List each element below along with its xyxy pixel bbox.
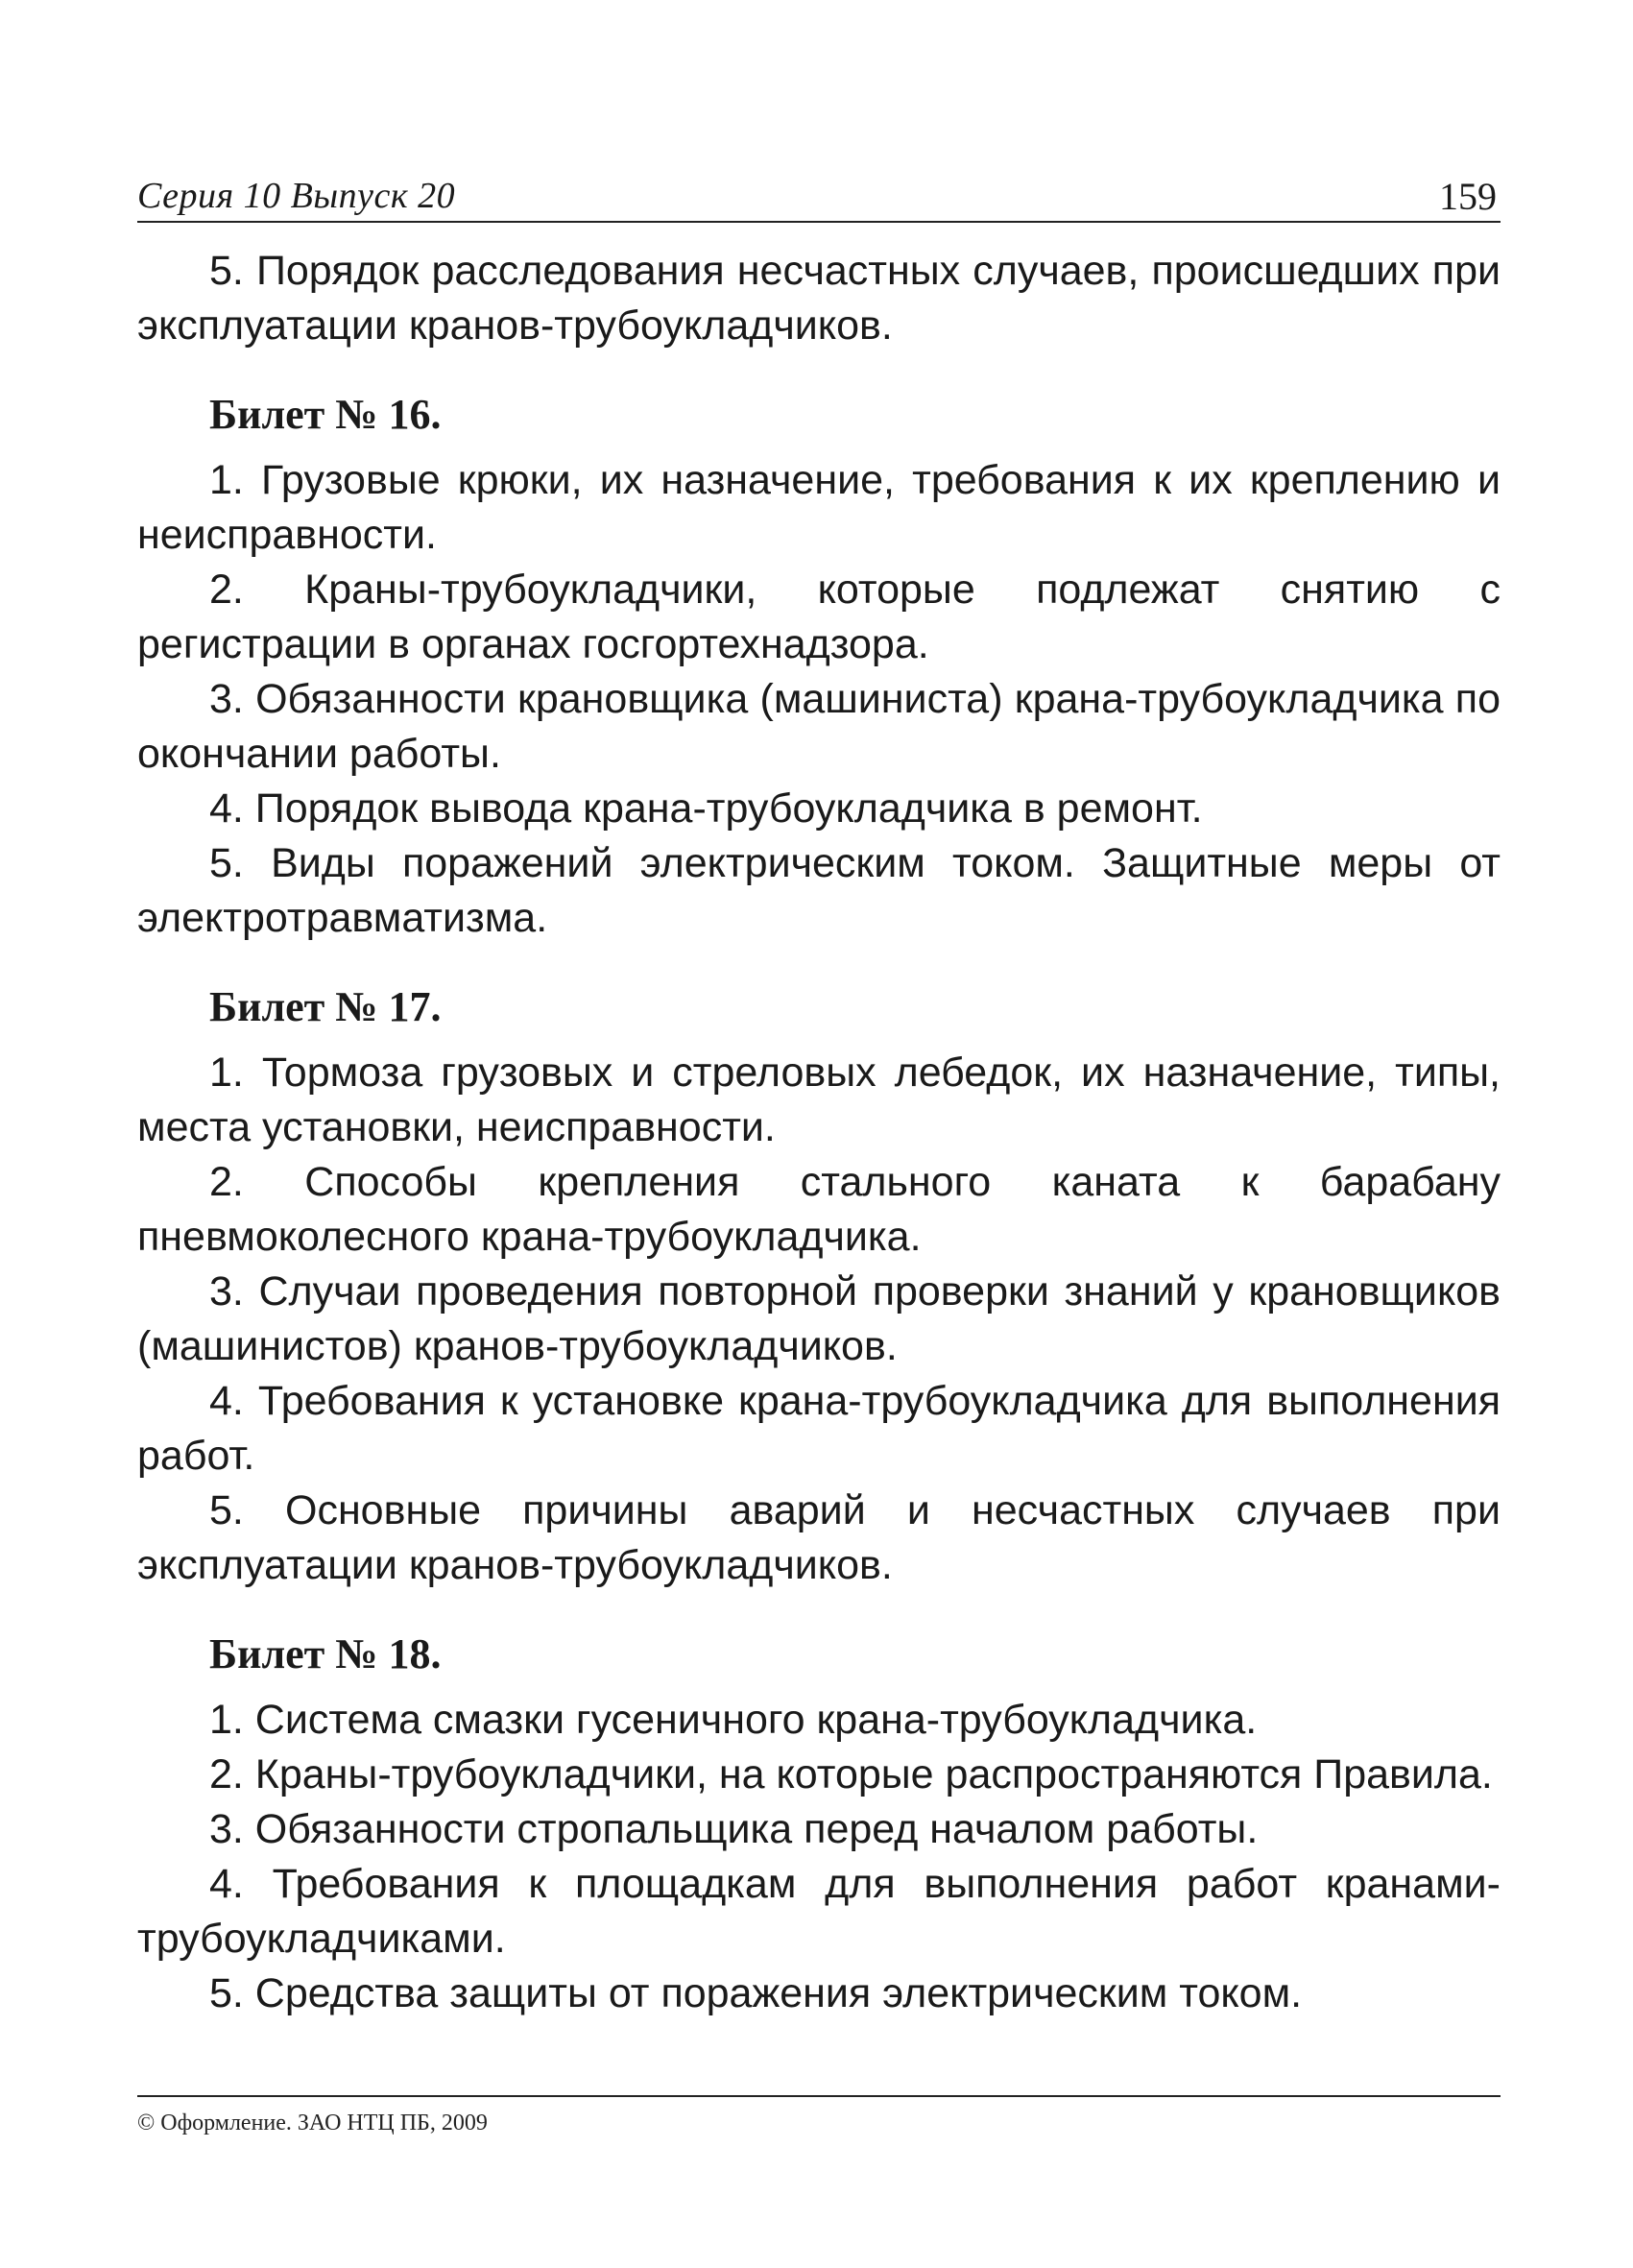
ticket-18	[137, 1626, 1501, 2021]
page-body	[137, 244, 1501, 2021]
ticket-title: Билет № 18.	[209, 1630, 442, 1677]
question-item: 1. Система смазки гусеничного крана-трубоукладчика.	[209, 1697, 1258, 1743]
copyright-notice: © Оформление. ЗАО НТЦ ПБ, 2009	[137, 2111, 488, 2135]
question-item: 5. Средства защиты от поражения электрическим током.	[209, 1970, 1303, 2016]
question-item: 4. Требования к площадкам для выполнения работ кранами-трубоукладчиками.	[137, 1861, 1501, 1962]
ticket-17	[137, 978, 1501, 1593]
question-item: 2. Краны-трубоукладчики, на которые распространяются Правила.	[209, 1751, 1493, 1798]
question-item: 1. Тормоза грузовых и стреловых лебедок, их назначение, типы, места установки, неисправности.	[137, 1050, 1501, 1150]
page-number: 159	[1439, 175, 1497, 218]
question-item: 1. Грузовые крюки, их назначение, требования к их креплению и неисправности.	[137, 457, 1501, 558]
question-item: 3. Обязанности стропальщика перед началом работы.	[209, 1806, 1259, 1852]
question-item: 3. Случаи проведения повторной проверки знаний у крановщиков (машинистов) кранов-трубоукладчиков.	[137, 1268, 1501, 1369]
question-item: 5. Основные причины аварий и несчастных случаев при эксплуатации кранов-трубоукладчиков.	[137, 1487, 1501, 1588]
question-item: 3. Обязанности крановщика (машиниста) крана-трубоукладчика по окончании работы.	[137, 676, 1501, 777]
series-title: Серия 10 Выпуск 20	[137, 176, 456, 216]
question-item: 5. Виды поражений электрическим током. Защитные меры от электротравматизма.	[137, 840, 1501, 941]
question-item: 4. Требования к установке крана-трубоукладчика для выполнения работ.	[137, 1378, 1501, 1479]
running-header	[137, 161, 1501, 223]
question-item: 4. Порядок вывода крана-трубоукладчика в ремонт.	[209, 785, 1203, 832]
question-item: 2. Краны-трубоукладчики, которые подлежат снятию с регистрации в органах госгортехнадзора.	[137, 567, 1501, 667]
ticket-title: Билет № 17.	[209, 983, 442, 1030]
question-item: 5. Порядок расследования несчастных случаев, происшедших при эксплуатации кранов-трубоукладчиков.	[137, 248, 1501, 349]
question-item: 2. Способы крепления стального каната к барабану пневмоколесного крана-трубоукладчика.	[137, 1159, 1501, 1260]
ticket-16	[137, 386, 1501, 946]
ticket-title: Билет № 16.	[209, 391, 442, 438]
page-footer	[137, 2095, 1501, 2136]
